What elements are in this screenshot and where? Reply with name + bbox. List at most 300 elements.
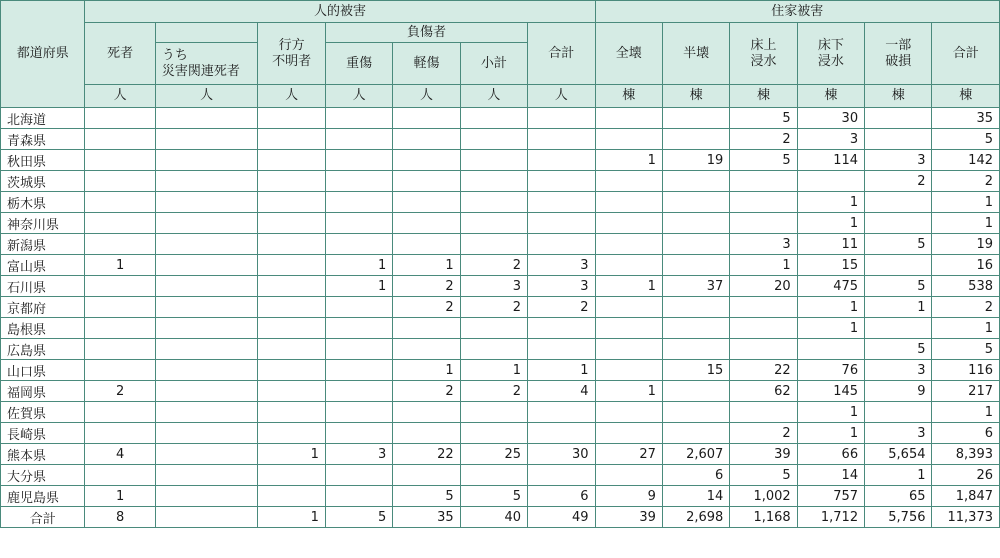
prefecture-header: 都道府県 xyxy=(1,1,85,108)
disaster-related-dead-header-top xyxy=(155,23,258,43)
value-cell: 3 xyxy=(797,129,864,150)
value-cell xyxy=(325,381,392,402)
value-cell xyxy=(662,402,729,423)
value-cell: 1 xyxy=(932,192,1000,213)
value-cell: 26 xyxy=(932,465,1000,486)
value-cell xyxy=(325,234,392,255)
table-row xyxy=(1,318,1000,339)
value-cell: 5 xyxy=(460,486,527,507)
value-cell xyxy=(325,213,392,234)
value-cell: 2 xyxy=(393,276,460,297)
value-cell: 35 xyxy=(393,507,460,528)
value-cell xyxy=(155,402,258,423)
human-total-header: 合計 xyxy=(528,23,595,85)
value-cell: 27 xyxy=(595,444,662,465)
value-cell xyxy=(258,255,325,276)
value-cell: 2 xyxy=(460,381,527,402)
value-cell: 2 xyxy=(460,255,527,276)
value-cell: 3 xyxy=(865,150,932,171)
prefecture-name: 島根県 xyxy=(1,318,85,339)
value-cell xyxy=(85,150,155,171)
unit-cell: 人 xyxy=(393,85,460,108)
prefecture-name: 新潟県 xyxy=(1,234,85,255)
value-cell xyxy=(662,234,729,255)
value-cell: 2 xyxy=(865,171,932,192)
value-cell xyxy=(155,465,258,486)
value-cell: 1 xyxy=(595,276,662,297)
value-cell xyxy=(595,108,662,129)
prefecture-name: 佐賀県 xyxy=(1,402,85,423)
table-row xyxy=(1,423,1000,444)
value-cell xyxy=(325,318,392,339)
value-cell xyxy=(155,318,258,339)
value-cell xyxy=(155,360,258,381)
table-row xyxy=(1,465,1000,486)
value-cell: 1 xyxy=(460,360,527,381)
value-cell: 1 xyxy=(797,297,864,318)
value-cell xyxy=(528,108,595,129)
value-cell: 475 xyxy=(797,276,864,297)
value-cell: 3 xyxy=(528,276,595,297)
prefecture-name: 北海道 xyxy=(1,108,85,129)
value-cell xyxy=(155,507,258,528)
unit-cell: 棟 xyxy=(662,85,729,108)
prefecture-name: 茨城県 xyxy=(1,171,85,192)
value-cell xyxy=(393,465,460,486)
value-cell xyxy=(258,129,325,150)
value-cell: 14 xyxy=(797,465,864,486)
value-cell xyxy=(85,171,155,192)
value-cell: 1 xyxy=(85,255,155,276)
value-cell xyxy=(85,297,155,318)
value-cell: 8,393 xyxy=(932,444,1000,465)
value-cell xyxy=(155,171,258,192)
value-cell xyxy=(155,150,258,171)
value-cell: 2 xyxy=(730,423,797,444)
table-row xyxy=(1,192,1000,213)
serious-injury-header: 重傷 xyxy=(325,43,392,85)
value-cell: 142 xyxy=(932,150,1000,171)
value-cell: 65 xyxy=(865,486,932,507)
full-collapse-header: 全壊 xyxy=(595,23,662,85)
value-cell xyxy=(460,234,527,255)
prefecture-name: 石川県 xyxy=(1,276,85,297)
value-cell xyxy=(258,234,325,255)
value-cell xyxy=(730,297,797,318)
value-cell xyxy=(865,318,932,339)
value-cell xyxy=(528,234,595,255)
value-cell xyxy=(460,465,527,486)
value-cell: 35 xyxy=(932,108,1000,129)
unit-cell: 棟 xyxy=(730,85,797,108)
table-row xyxy=(1,108,1000,129)
value-cell: 1 xyxy=(393,255,460,276)
value-cell xyxy=(258,339,325,360)
value-cell xyxy=(865,129,932,150)
value-cell: 5 xyxy=(730,465,797,486)
value-cell: 2 xyxy=(730,129,797,150)
value-cell: 5 xyxy=(325,507,392,528)
value-cell: 2 xyxy=(393,297,460,318)
value-cell xyxy=(325,108,392,129)
value-cell: 5,756 xyxy=(865,507,932,528)
table-row xyxy=(1,402,1000,423)
value-cell xyxy=(258,465,325,486)
value-cell: 2 xyxy=(85,381,155,402)
value-cell: 16 xyxy=(932,255,1000,276)
value-cell xyxy=(85,234,155,255)
value-cell: 5,654 xyxy=(865,444,932,465)
value-cell xyxy=(393,423,460,444)
value-cell: 1 xyxy=(393,360,460,381)
value-cell: 6 xyxy=(662,465,729,486)
value-cell xyxy=(865,108,932,129)
value-cell xyxy=(595,213,662,234)
value-cell: 5 xyxy=(865,234,932,255)
human-damage-header: 人的被害 xyxy=(85,1,595,23)
value-cell xyxy=(865,213,932,234)
value-cell: 757 xyxy=(797,486,864,507)
value-cell: 5 xyxy=(865,339,932,360)
value-cell: 114 xyxy=(797,150,864,171)
value-cell xyxy=(325,486,392,507)
value-cell: 39 xyxy=(595,507,662,528)
value-cell xyxy=(595,402,662,423)
half-collapse-header: 半壊 xyxy=(662,23,729,85)
unit-cell: 人 xyxy=(528,85,595,108)
value-cell: 15 xyxy=(662,360,729,381)
value-cell xyxy=(85,465,155,486)
value-cell xyxy=(155,129,258,150)
value-cell: 1 xyxy=(595,381,662,402)
value-cell xyxy=(662,192,729,213)
value-cell xyxy=(393,108,460,129)
value-cell xyxy=(662,423,729,444)
value-cell xyxy=(393,192,460,213)
table-body xyxy=(1,108,1000,528)
value-cell xyxy=(393,171,460,192)
prefecture-name: 大分県 xyxy=(1,465,85,486)
value-cell: 22 xyxy=(730,360,797,381)
prefecture-name: 熊本県 xyxy=(1,444,85,465)
value-cell xyxy=(325,297,392,318)
value-cell: 5 xyxy=(730,150,797,171)
prefecture-name: 栃木県 xyxy=(1,192,85,213)
value-cell xyxy=(797,171,864,192)
value-cell: 1,712 xyxy=(797,507,864,528)
value-cell xyxy=(258,171,325,192)
value-cell: 1 xyxy=(85,486,155,507)
value-cell: 37 xyxy=(662,276,729,297)
value-cell: 3 xyxy=(865,360,932,381)
value-cell: 5 xyxy=(865,276,932,297)
value-cell: 5 xyxy=(730,108,797,129)
prefecture-name: 京都府 xyxy=(1,297,85,318)
value-cell: 1 xyxy=(797,423,864,444)
value-cell: 30 xyxy=(528,444,595,465)
value-cell: 1 xyxy=(325,276,392,297)
value-cell xyxy=(325,150,392,171)
value-cell xyxy=(155,381,258,402)
value-cell xyxy=(325,423,392,444)
prefecture-name: 富山県 xyxy=(1,255,85,276)
value-cell xyxy=(85,276,155,297)
value-cell xyxy=(595,129,662,150)
value-cell xyxy=(528,465,595,486)
table-row xyxy=(1,255,1000,276)
disaster-related-dead-header: うち 災害関連死者 xyxy=(155,43,258,85)
value-cell xyxy=(528,423,595,444)
value-cell xyxy=(662,339,729,360)
table-row xyxy=(1,339,1000,360)
value-cell xyxy=(528,213,595,234)
value-cell xyxy=(730,192,797,213)
value-cell: 3 xyxy=(460,276,527,297)
unit-cell: 人 xyxy=(325,85,392,108)
value-cell: 1 xyxy=(797,213,864,234)
value-cell: 1 xyxy=(865,465,932,486)
unit-cell: 棟 xyxy=(932,85,1000,108)
injured-header: 負傷者 xyxy=(325,23,527,43)
value-cell: 1,168 xyxy=(730,507,797,528)
value-cell: 2,607 xyxy=(662,444,729,465)
value-cell xyxy=(393,150,460,171)
value-cell xyxy=(460,192,527,213)
value-cell xyxy=(258,381,325,402)
value-cell xyxy=(865,192,932,213)
unit-cell: 棟 xyxy=(797,85,864,108)
value-cell: 1 xyxy=(797,402,864,423)
value-cell: 217 xyxy=(932,381,1000,402)
value-cell xyxy=(662,381,729,402)
value-cell: 22 xyxy=(393,444,460,465)
unit-cell: 人 xyxy=(85,85,155,108)
value-cell xyxy=(85,360,155,381)
prefecture-name: 青森県 xyxy=(1,129,85,150)
value-cell xyxy=(155,108,258,129)
value-cell xyxy=(662,171,729,192)
value-cell: 5 xyxy=(932,339,1000,360)
injury-subtotal-header: 小計 xyxy=(460,43,527,85)
value-cell xyxy=(393,234,460,255)
value-cell xyxy=(797,339,864,360)
value-cell: 25 xyxy=(460,444,527,465)
value-cell: 6 xyxy=(932,423,1000,444)
table-row xyxy=(1,276,1000,297)
value-cell xyxy=(85,192,155,213)
value-cell xyxy=(460,108,527,129)
value-cell xyxy=(595,318,662,339)
value-cell xyxy=(325,129,392,150)
value-cell: 3 xyxy=(865,423,932,444)
value-cell xyxy=(258,297,325,318)
value-cell xyxy=(595,339,662,360)
unit-cell: 人 xyxy=(460,85,527,108)
value-cell xyxy=(155,213,258,234)
value-cell xyxy=(662,255,729,276)
value-cell: 1 xyxy=(932,318,1000,339)
partial-damage-header: 一部 破損 xyxy=(865,23,932,85)
house-total-header: 合計 xyxy=(932,23,1000,85)
value-cell xyxy=(325,171,392,192)
value-cell xyxy=(155,255,258,276)
value-cell xyxy=(662,129,729,150)
value-cell: 8 xyxy=(85,507,155,528)
value-cell: 4 xyxy=(85,444,155,465)
value-cell xyxy=(460,150,527,171)
prefecture-name: 山口県 xyxy=(1,360,85,381)
value-cell xyxy=(528,129,595,150)
value-cell xyxy=(528,150,595,171)
value-cell xyxy=(325,192,392,213)
missing-header: 行方 不明者 xyxy=(258,23,325,85)
value-cell xyxy=(258,192,325,213)
value-cell xyxy=(258,150,325,171)
value-cell: 1,002 xyxy=(730,486,797,507)
value-cell xyxy=(155,192,258,213)
value-cell: 62 xyxy=(730,381,797,402)
dead-header: 死者 xyxy=(85,23,155,85)
value-cell: 5 xyxy=(932,129,1000,150)
value-cell xyxy=(730,171,797,192)
value-cell: 116 xyxy=(932,360,1000,381)
value-cell xyxy=(325,360,392,381)
value-cell xyxy=(155,234,258,255)
value-cell xyxy=(155,423,258,444)
value-cell xyxy=(85,339,155,360)
value-cell: 3 xyxy=(528,255,595,276)
value-cell: 1 xyxy=(797,318,864,339)
value-cell: 6 xyxy=(528,486,595,507)
value-cell xyxy=(528,339,595,360)
value-cell xyxy=(595,255,662,276)
value-cell xyxy=(595,192,662,213)
value-cell xyxy=(460,171,527,192)
table-row xyxy=(1,486,1000,507)
table-row xyxy=(1,444,1000,465)
value-cell: 2 xyxy=(393,381,460,402)
value-cell: 145 xyxy=(797,381,864,402)
value-cell xyxy=(393,129,460,150)
prefecture-name: 神奈川県 xyxy=(1,213,85,234)
value-cell xyxy=(85,129,155,150)
value-cell xyxy=(258,213,325,234)
value-cell xyxy=(85,108,155,129)
value-cell: 4 xyxy=(528,381,595,402)
value-cell xyxy=(155,486,258,507)
table-row xyxy=(1,213,1000,234)
value-cell xyxy=(393,213,460,234)
value-cell xyxy=(595,234,662,255)
table-row xyxy=(1,234,1000,255)
value-cell xyxy=(595,297,662,318)
value-cell xyxy=(595,171,662,192)
value-cell xyxy=(730,213,797,234)
value-cell: 2 xyxy=(460,297,527,318)
value-cell xyxy=(393,402,460,423)
value-cell: 66 xyxy=(797,444,864,465)
value-cell: 9 xyxy=(865,381,932,402)
unit-row xyxy=(1,85,1000,108)
value-cell xyxy=(460,318,527,339)
value-cell xyxy=(155,276,258,297)
value-cell: 2 xyxy=(932,171,1000,192)
prefecture-name: 広島県 xyxy=(1,339,85,360)
value-cell: 76 xyxy=(797,360,864,381)
value-cell: 30 xyxy=(797,108,864,129)
value-cell xyxy=(595,360,662,381)
value-cell xyxy=(85,402,155,423)
value-cell: 1 xyxy=(258,507,325,528)
value-cell xyxy=(325,402,392,423)
value-cell: 5 xyxy=(393,486,460,507)
value-cell xyxy=(460,129,527,150)
prefecture-name: 福岡県 xyxy=(1,381,85,402)
value-cell xyxy=(730,402,797,423)
value-cell xyxy=(393,339,460,360)
value-cell: 39 xyxy=(730,444,797,465)
prefecture-name: 鹿児島県 xyxy=(1,486,85,507)
value-cell xyxy=(258,318,325,339)
value-cell xyxy=(662,213,729,234)
value-cell xyxy=(528,171,595,192)
value-cell: 20 xyxy=(730,276,797,297)
value-cell xyxy=(730,339,797,360)
value-cell: 538 xyxy=(932,276,1000,297)
unit-cell: 人 xyxy=(155,85,258,108)
table-row xyxy=(1,297,1000,318)
value-cell: 1 xyxy=(258,444,325,465)
value-cell: 19 xyxy=(932,234,1000,255)
value-cell: 3 xyxy=(325,444,392,465)
value-cell xyxy=(528,402,595,423)
value-cell: 11,373 xyxy=(932,507,1000,528)
value-cell: 1 xyxy=(932,402,1000,423)
prefecture-name: 長崎県 xyxy=(1,423,85,444)
value-cell xyxy=(85,318,155,339)
value-cell xyxy=(730,318,797,339)
value-cell: 1 xyxy=(797,192,864,213)
value-cell xyxy=(325,465,392,486)
value-cell: 11 xyxy=(797,234,864,255)
table-row xyxy=(1,360,1000,381)
unit-cell: 人 xyxy=(258,85,325,108)
value-cell: 40 xyxy=(460,507,527,528)
value-cell xyxy=(595,423,662,444)
value-cell xyxy=(258,108,325,129)
total-row xyxy=(1,507,1000,528)
value-cell: 19 xyxy=(662,150,729,171)
value-cell: 1 xyxy=(865,297,932,318)
value-cell xyxy=(258,423,325,444)
value-cell: 3 xyxy=(730,234,797,255)
value-cell: 1 xyxy=(595,150,662,171)
value-cell xyxy=(258,276,325,297)
value-cell xyxy=(865,402,932,423)
value-cell: 1 xyxy=(932,213,1000,234)
value-cell xyxy=(662,318,729,339)
below-floor-header: 床下 浸水 xyxy=(797,23,864,85)
table-row xyxy=(1,171,1000,192)
value-cell xyxy=(460,402,527,423)
value-cell: 14 xyxy=(662,486,729,507)
above-floor-header: 床上 浸水 xyxy=(730,23,797,85)
value-cell xyxy=(460,339,527,360)
table-row xyxy=(1,150,1000,171)
value-cell xyxy=(528,192,595,213)
minor-injury-header: 軽傷 xyxy=(393,43,460,85)
value-cell: 9 xyxy=(595,486,662,507)
